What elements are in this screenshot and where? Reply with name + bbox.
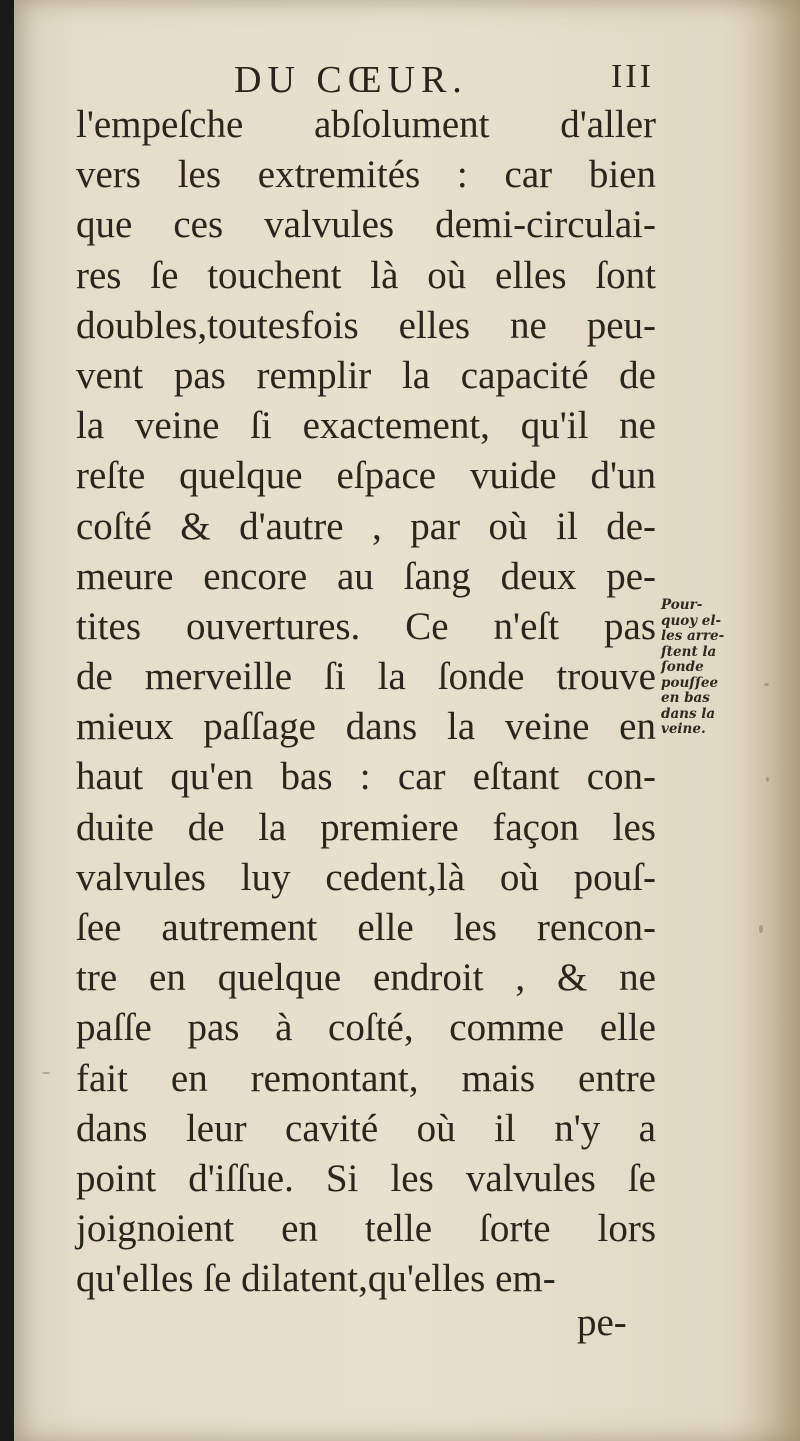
text-line: la veine ſi exactement, qu'il ne [76,404,656,448]
text-line: ſee autrement elle les rencon- [76,906,656,949]
marginal-note-line: Pour- [661,597,703,613]
text-line: point d'iſſue. Si les valvules ſe [76,1156,656,1200]
text-line: res ſe touchent là où elles ſont [76,253,656,297]
text-line: fait en remontant, mais entre [76,1056,656,1100]
text-line: tites ouvertures. Ce n'eſt pas [76,604,656,648]
text-line: meure encore au ſang deux pe- [76,554,656,598]
text-line: que ces valvules demi-circulai- [76,203,656,247]
paper-speck [764,683,769,686]
paper-speck [766,777,769,782]
text-line: joignoient en telle ſorte lors [76,1207,656,1251]
marginal-note-line: dans la [661,705,716,722]
paper-speck [42,1072,50,1074]
paper-speck [759,925,763,933]
text-line: tre en quelque endroit , & ne [76,956,656,1000]
text-line: qu'elles ſe dilatent,qu'elles em- [76,1257,556,1301]
text-line: haut qu'en bas : car eſtant con- [76,755,656,799]
text-line: dans leur cavité où il n'y a [76,1106,656,1150]
book-page [14,0,800,1441]
catchword: pe- [577,1301,627,1344]
text-line: doubles,toutesfois elles ne peu- [76,303,656,347]
text-line: l'empeſche abſolument d'aller [76,103,656,146]
marginal-note-line: ſtent la [661,643,717,660]
text-line: coſté & d'autre , par où il de- [76,504,656,548]
text-line: valvules luy cedent,là où pouſ- [76,855,656,899]
marginal-note-line: pouſſee [661,674,719,691]
text-line: vers les extremités : car bien [76,153,656,197]
text-line: de merveille ſi la ſonde trouve [76,655,656,699]
text-line: reſte quelque eſpace vuide d'un [76,454,656,498]
text-line: mieux paſſage dans la veine en [76,705,656,749]
marginal-note-line: veine. [661,721,706,737]
marginal-note-line: quoy el- [661,612,722,629]
page-header [214,58,654,102]
marginal-note-line: ſonde [661,659,704,675]
body-text [76,100,656,1305]
marginal-note-line: en bas [661,690,710,706]
text-line: duite de la premiere façon les [76,805,656,849]
running-title: DU CŒUR. [234,59,468,101]
page-number: III [611,58,654,95]
text-line: paſſe pas à coſté, comme elle [76,1006,656,1050]
text-line: vent pas remplir la capacité de [76,353,656,397]
marginal-note [661,598,731,738]
marginal-note-line: les arre- [661,628,725,644]
